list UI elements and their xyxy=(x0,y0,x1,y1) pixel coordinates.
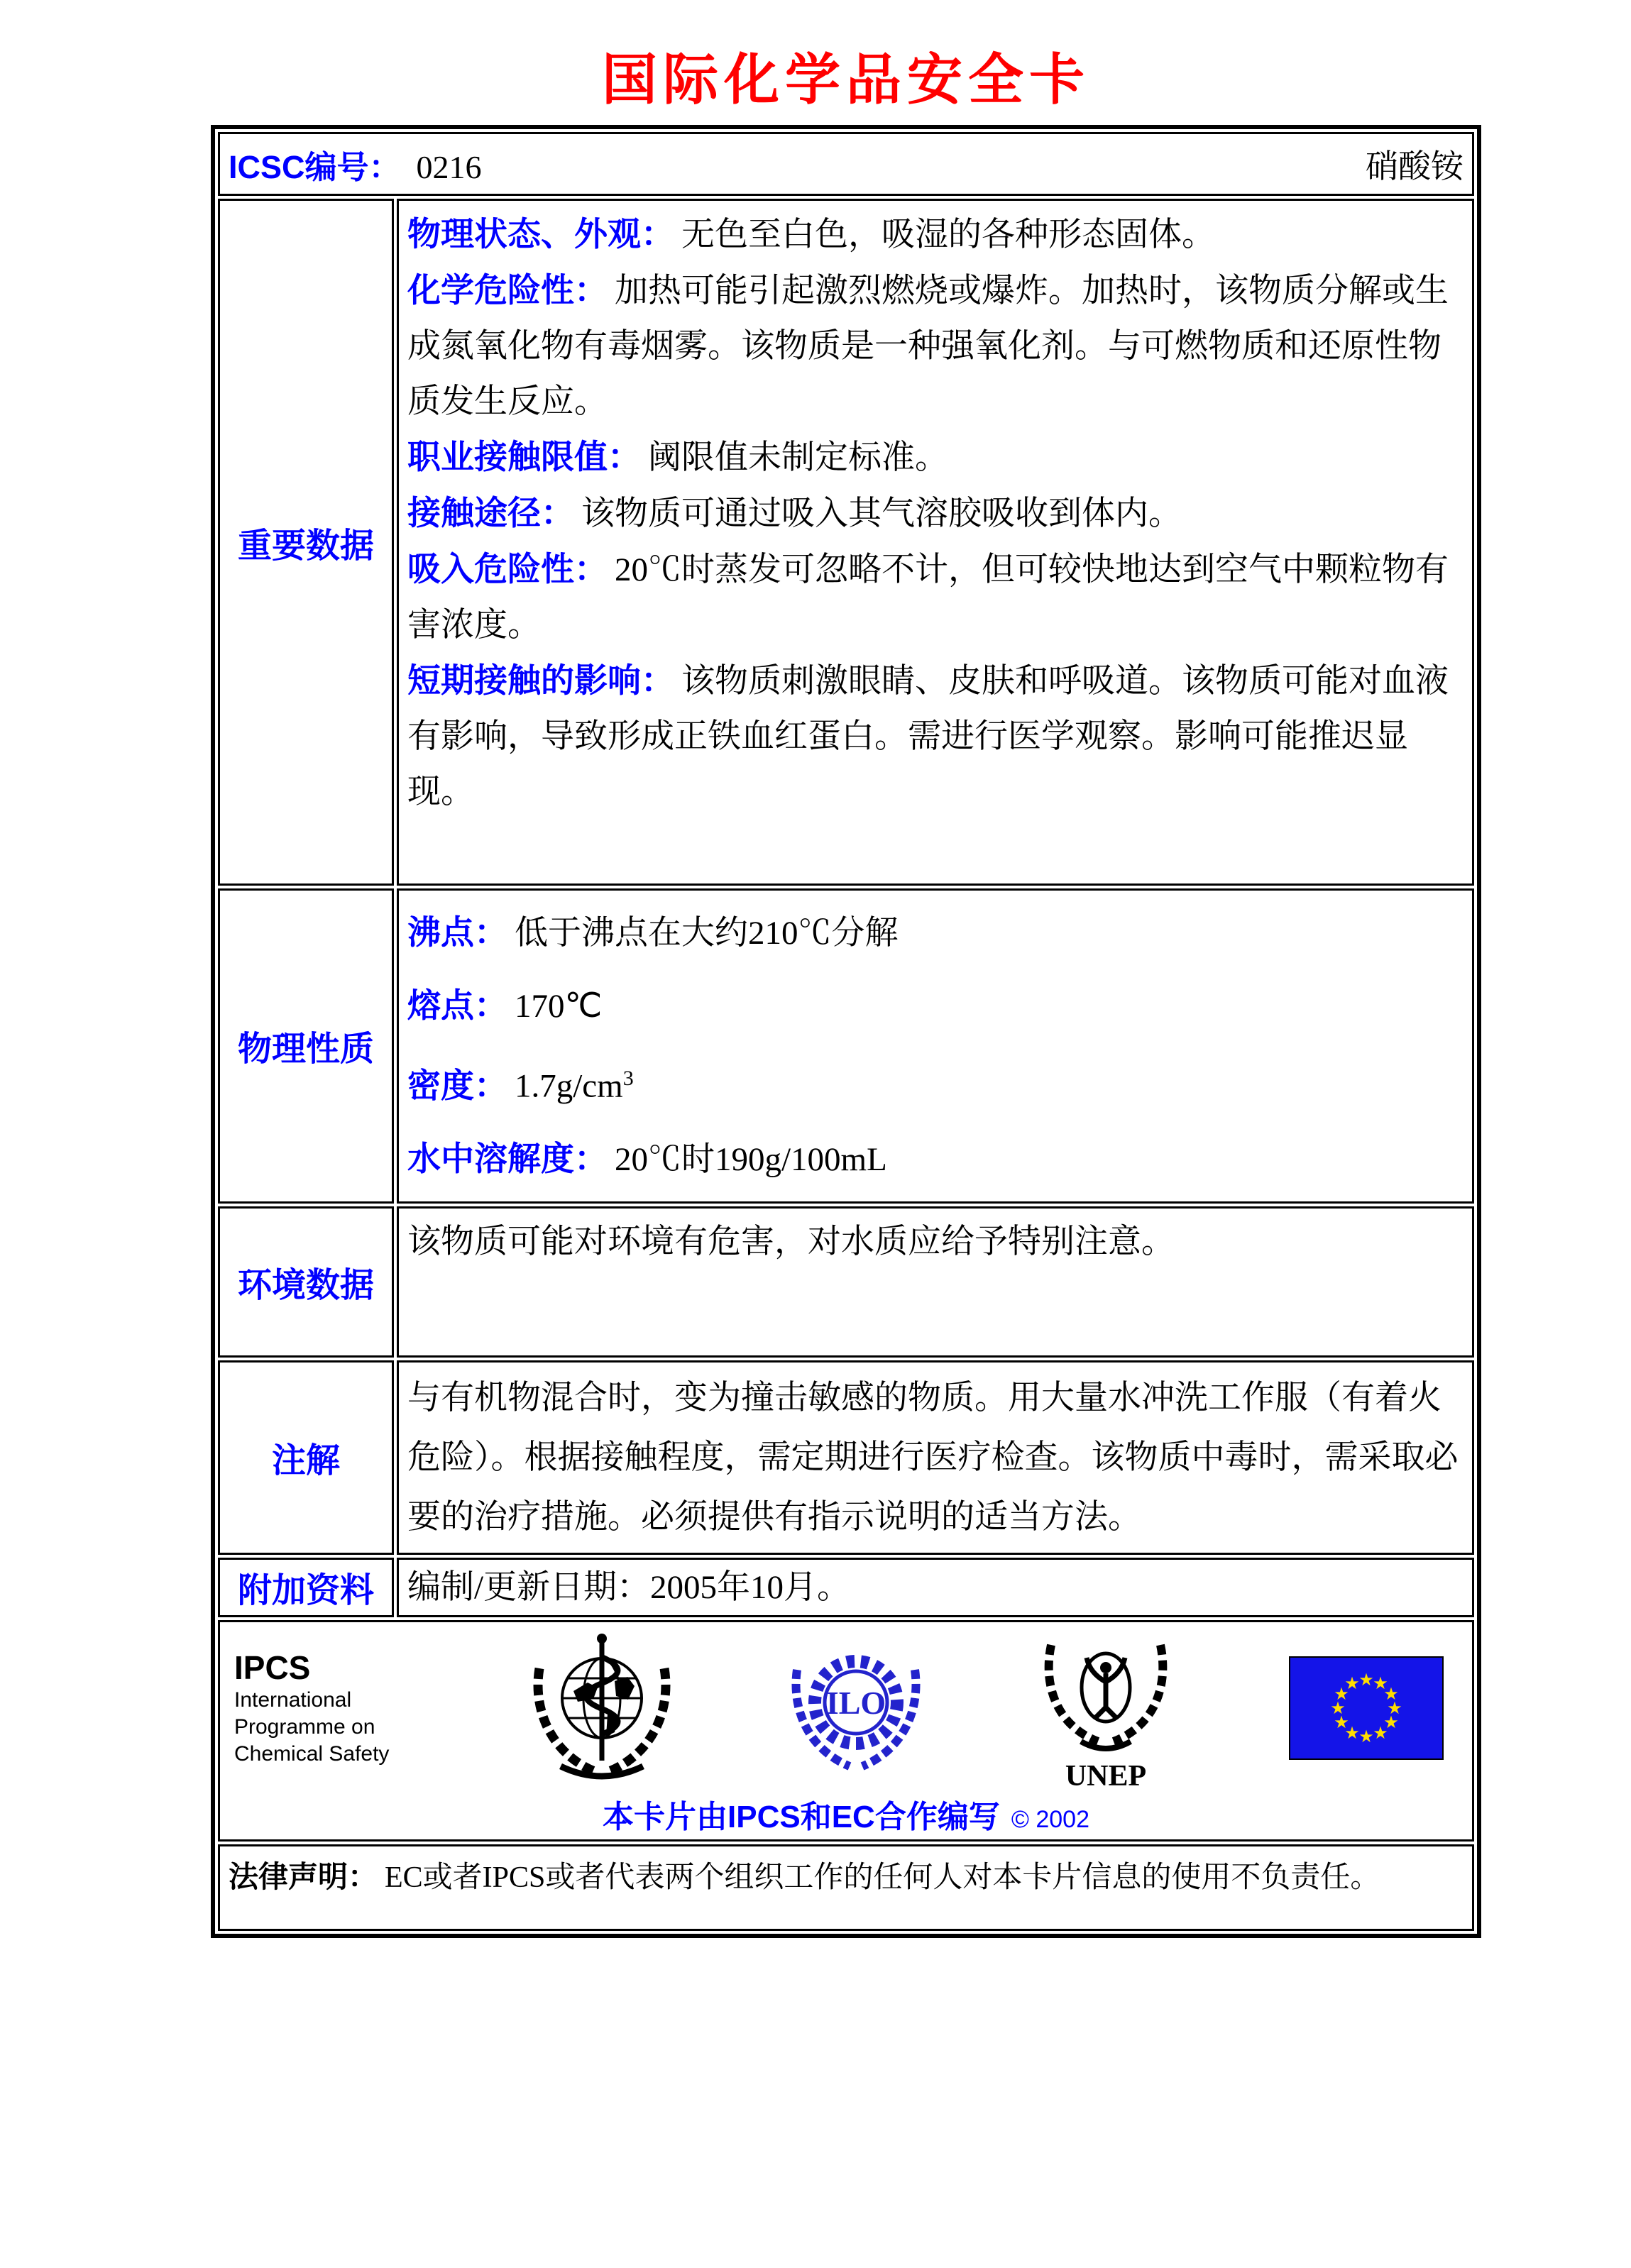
physical-state-label: 物理状态、外观： xyxy=(407,215,674,253)
eu-star-icon: ★ xyxy=(1373,1722,1388,1743)
chemical-dangers-label: 化学危险性： xyxy=(407,271,608,309)
boiling-point-paragraph xyxy=(407,896,1463,969)
eu-star-icon: ★ xyxy=(1373,1673,1388,1693)
card-header-inner xyxy=(229,134,1463,194)
legal-notice-label: 法律声明： xyxy=(229,1859,378,1893)
short-term-effects-paragraph xyxy=(407,653,1463,820)
density-label: 密度： xyxy=(407,1066,507,1104)
section-content-physical-properties xyxy=(397,888,1474,1204)
ilo-logo-icon xyxy=(789,1633,923,1783)
environmental-data-text: 该物质可能对环境有危害，对水质应给予特别注意。 xyxy=(407,1223,1175,1260)
eu-star-icon: ★ xyxy=(1383,1712,1399,1732)
water-solubility-text: 20℃时190g/100mL xyxy=(615,1140,887,1178)
section-label-physical-properties xyxy=(218,888,394,1204)
unep-logo-icon xyxy=(1038,1625,1173,1791)
additional-information-text: 编制/更新日期：2005年10月。 xyxy=(407,1568,851,1606)
melting-point-text: 170℃ xyxy=(515,988,603,1025)
melting-point-label: 熔点： xyxy=(407,986,507,1024)
eu-star-icon: ★ xyxy=(1358,1726,1374,1746)
who-logo-icon xyxy=(531,1627,673,1789)
eu-star-icon: ★ xyxy=(1330,1697,1346,1718)
credits-line xyxy=(227,1791,1465,1837)
ipcs-line-1: International xyxy=(234,1688,352,1712)
short-term-effects-text: 该物质刺激眼睛、皮肤和呼吸道。该物质可能对血液有影响，导致形成正铁血红蛋白。需进行医学观察。影响可能推迟显现。 xyxy=(407,663,1449,810)
physical-state-text: 无色至白色，吸湿的各种形态固体。 xyxy=(681,216,1215,253)
water-solubility-label: 水中溶解度： xyxy=(407,1139,608,1177)
eu-star-icon: ★ xyxy=(1334,1712,1349,1732)
card-header-row xyxy=(218,132,1474,196)
routes-of-exposure-paragraph xyxy=(407,485,1463,541)
eu-star-icon: ★ xyxy=(1344,1673,1360,1693)
routes-of-exposure-label: 接触途径： xyxy=(407,494,574,532)
eu-star-icon: ★ xyxy=(1387,1697,1402,1718)
section-label-environmental-data-text: 环境数据 xyxy=(237,1266,374,1304)
section-label-important-data xyxy=(218,199,394,886)
eu-flag-icon xyxy=(1289,1656,1444,1760)
notes-text: 与有机物混合时，变为撞击敏感的物质。用大量水冲洗工作服（有着火危险）。根据接触程度，需定期进行医疗检查。该物质中毒时，需采取必要的治疗措施。必须提供有指示说明的适当方法。 xyxy=(407,1379,1459,1536)
logos-row-cell xyxy=(218,1620,1474,1842)
icsc-number-label: ICSC编号： xyxy=(229,148,401,185)
chemical-dangers-paragraph xyxy=(407,263,1463,429)
occupational-exposure-limits-paragraph xyxy=(407,429,1463,485)
physical-state-paragraph xyxy=(407,207,1463,263)
logos-row xyxy=(227,1625,1465,1791)
section-label-environmental-data xyxy=(218,1206,394,1358)
eu-star-icon: ★ xyxy=(1334,1683,1349,1704)
eu-star-icon: ★ xyxy=(1358,1669,1374,1690)
section-label-important-data-text: 重要数据 xyxy=(237,527,374,565)
occupational-exposure-limits-label: 职业接触限值： xyxy=(407,438,641,475)
section-label-additional-information xyxy=(218,1558,394,1617)
copyright-text: © 2002 xyxy=(1011,1805,1089,1833)
chemical-name: 硝酸铵 xyxy=(1366,148,1463,185)
ipcs-logo-text xyxy=(234,1648,415,1768)
inhalation-risk-text: 20℃时蒸发可忽略不计，但可较快地达到空气中颗粒物有害浓度。 xyxy=(407,551,1449,644)
occupational-exposure-limits-text: 阈限值未制定标准。 xyxy=(648,439,948,476)
short-term-effects-label: 短期接触的影响： xyxy=(407,661,674,699)
boiling-point-text: 低于沸点在大约210℃分解 xyxy=(515,915,899,952)
unep-logo-letters: UNEP xyxy=(1065,1759,1147,1791)
icsc-number-value: 0216 xyxy=(416,148,482,185)
ipcs-acronym: IPCS xyxy=(234,1648,311,1686)
section-content-important-data xyxy=(397,199,1474,886)
inhalation-risk-paragraph xyxy=(407,541,1463,653)
legal-notice-text: EC或者IPCS或者代表两个组织工作的任何人对本卡片信息的使用不负责任。 xyxy=(385,1861,1380,1894)
density-superscript: 3 xyxy=(622,1067,634,1090)
credits-text: 本卡片由IPCS和EC合作编写 xyxy=(603,1799,1000,1834)
inhalation-risk-label: 吸入危险性： xyxy=(407,550,608,588)
ipcs-line-3: Chemical Safety xyxy=(234,1741,390,1766)
section-label-notes xyxy=(218,1360,394,1555)
boiling-point-label: 沸点： xyxy=(407,913,507,951)
section-label-notes-text: 注解 xyxy=(271,1442,340,1480)
section-label-physical-properties-text: 物理性质 xyxy=(237,1030,374,1069)
density-paragraph xyxy=(407,1042,1463,1123)
chemical-dangers-text: 加热可能引起激烈燃烧或爆炸。加热时，该物质分解或生成氮氧化物有毒烟雾。该物质是一种强氧化剂。与可燃物质和还原性物质发生反应。 xyxy=(407,273,1449,420)
routes-of-exposure-text: 该物质可通过吸入其气溶胶吸收到体内。 xyxy=(581,495,1182,532)
section-content-environmental-data xyxy=(397,1206,1474,1358)
legal-notice-cell xyxy=(218,1844,1474,1931)
water-solubility-paragraph xyxy=(407,1123,1463,1196)
page-title: 国际化学品安全卡 xyxy=(601,48,1090,111)
ilo-logo-letters: ILO xyxy=(825,1684,886,1721)
icsc-number-group xyxy=(229,141,482,187)
section-content-additional-information xyxy=(397,1558,1474,1617)
eu-star-icon: ★ xyxy=(1383,1683,1399,1704)
section-label-additional-information-text: 附加资料 xyxy=(237,1572,374,1610)
ipcs-line-2: Programme on xyxy=(234,1714,375,1739)
eu-star-icon: ★ xyxy=(1344,1722,1360,1743)
icsc-card-table xyxy=(211,125,1481,1938)
section-content-notes xyxy=(397,1360,1474,1555)
melting-point-paragraph xyxy=(407,969,1463,1042)
density-text: 1.7g/cm xyxy=(515,1067,623,1105)
